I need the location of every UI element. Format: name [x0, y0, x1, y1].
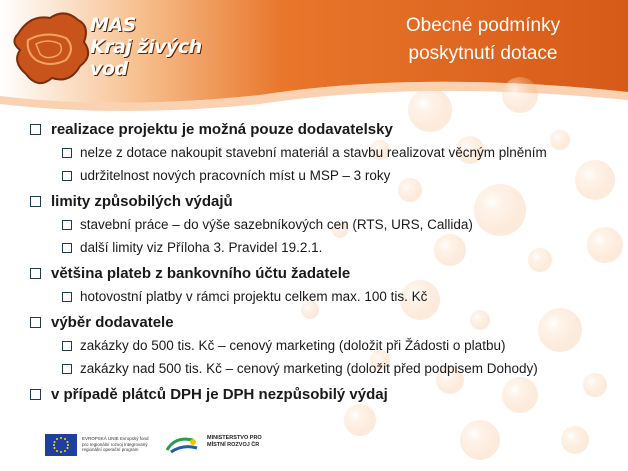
bullet-item: [30, 261, 620, 285]
logo-text: [90, 14, 240, 80]
sub-bullet-text: další limity viz Příloha 3. Pravidel 19.2.1.: [80, 240, 323, 255]
title-line2: poskytnutí dotace: [408, 43, 558, 64]
region-map-icon: [10, 4, 100, 94]
sub-bullet-item: [30, 236, 620, 259]
bullet-item: [30, 189, 620, 213]
sub-bullet-item: [30, 213, 620, 236]
bullet-text: výběr dodavatele: [51, 313, 174, 331]
sub-bullet-item: [30, 285, 620, 308]
logo-line2: Kraj živých vod: [90, 36, 202, 80]
checkbox-bullet-icon: [62, 341, 72, 351]
title-line1: Obecné podmínky: [405, 15, 561, 36]
checkbox-bullet-icon: [62, 292, 72, 302]
sub-bullet-text: nelze z dotace nakoupit stavební materiál a stavbu realizovat věcným plněním: [80, 145, 547, 160]
bullet-text: limity způsobilých výdajů: [51, 192, 233, 210]
checkbox-bullet-icon: [30, 124, 41, 135]
bullet-text: většina plateb z bankovního účtu žadatele: [51, 264, 351, 282]
sub-bullet-item: [30, 334, 620, 357]
checkbox-bullet-icon: [62, 243, 72, 253]
sub-bullet-item: [30, 357, 620, 380]
bullet-item: [30, 310, 620, 334]
checkbox-bullet-icon: [30, 389, 41, 400]
sub-bullet-text: zakázky do 500 tis. Kč – cenový marketing (doložit při Žádosti o platbu): [80, 338, 506, 353]
slide-title: [368, 12, 598, 68]
checkbox-bullet-icon: [62, 220, 72, 230]
checkbox-bullet-icon: [30, 268, 41, 279]
sub-bullet-item: [30, 164, 620, 187]
checkbox-bullet-icon: [30, 196, 41, 207]
eu-flag-icon: [45, 434, 77, 456]
sub-bullet-item: [30, 141, 620, 164]
bullet-text: v případě plátců DPH je DPH nezpůsobilý výdaj: [51, 385, 388, 403]
bullet-item: [30, 117, 620, 141]
sub-bullet-text: hotovostní platby v rámci projektu celkem max. 100 tis. Kč: [80, 289, 428, 304]
sub-bullet-text: stavební práce – do výše sazebníkových cen (RTS, URS, Callida): [80, 217, 473, 232]
checkbox-bullet-icon: [62, 364, 72, 374]
sub-bullet-text: zakázky nad 500 tis. Kč – cenový marketing (doložit před podpisem Dohody): [80, 361, 538, 376]
ministry-text: MINISTERSTVO PRO MÍSTNÍ ROZVOJ ČR: [207, 435, 262, 448]
checkbox-bullet-icon: [30, 317, 41, 328]
checkbox-bullet-icon: [62, 171, 72, 181]
sub-bullet-text: udržitelnost nových pracovních míst u MSP – 3 roky: [80, 168, 391, 183]
mas-logo: [10, 4, 240, 94]
ministry-logo-icon: [163, 432, 203, 458]
checkbox-bullet-icon: [62, 148, 72, 158]
bullet-item: [30, 382, 620, 406]
logo-line1: MAS: [90, 14, 136, 36]
bullet-text: realizace projektu je možná pouze dodavatelsky: [51, 120, 393, 138]
eu-text: EVROPSKÁ UNIE Evropský fond pro regionální rozvoj Integrovaný regionální operační program: [82, 436, 149, 452]
bullet-list: [30, 115, 620, 406]
